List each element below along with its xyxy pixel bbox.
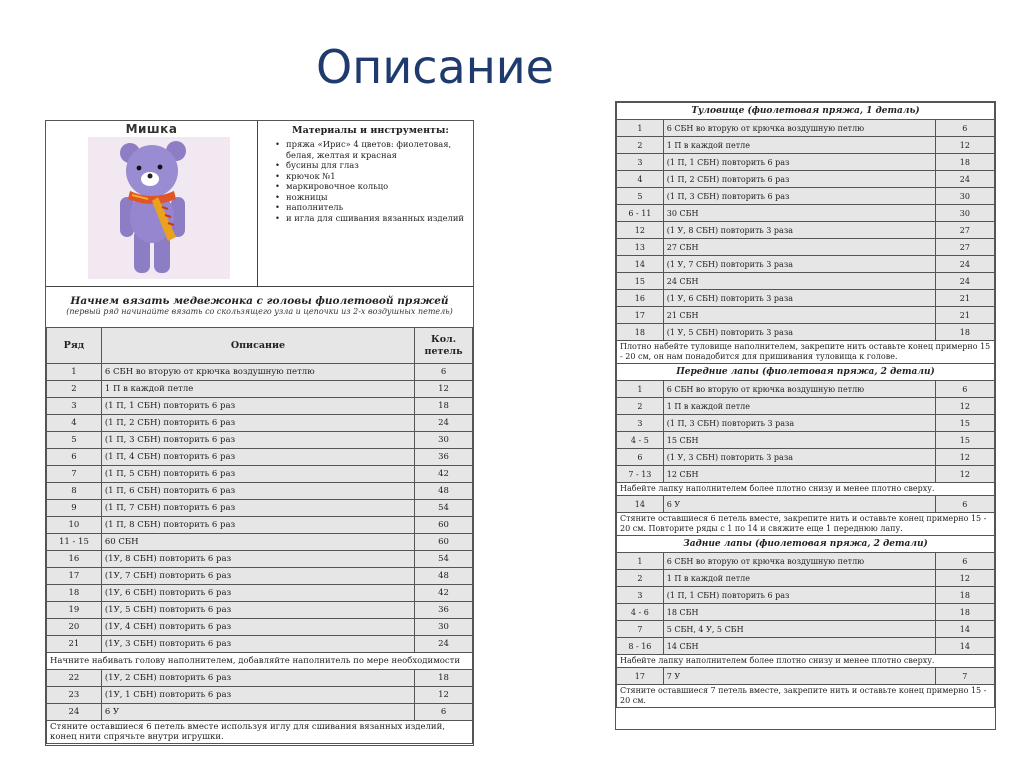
- table-row: [617, 449, 995, 466]
- row-stitch-count: 42: [415, 466, 473, 483]
- row-stitch-count: 15: [935, 432, 994, 449]
- row-stitch-count: 14: [935, 638, 994, 655]
- row-number: 3: [617, 587, 664, 604]
- row-number: 17: [47, 568, 102, 585]
- row-description: 27 СБН: [663, 239, 935, 256]
- row-description: 14 СБН: [663, 638, 935, 655]
- row-stitch-count: 7: [935, 668, 994, 685]
- row-number: 1: [617, 120, 664, 137]
- row-description: (1 П, 2 СБН) повторить 6 раз: [101, 415, 414, 432]
- row-description: (1 П, 1 СБН) повторить 6 раз: [663, 154, 935, 171]
- torso-note: [617, 341, 995, 364]
- materials-title: Материалы и инструменты:: [292, 125, 449, 136]
- row-stitch-count: 54: [415, 500, 473, 517]
- table-row: [47, 466, 473, 483]
- row-description: 6 У: [101, 704, 414, 721]
- row-description: (1 П, 4 СБН) повторить 6 раз: [101, 449, 414, 466]
- row-description: (1 П, 1 СБН) повторить 6 раз: [101, 398, 414, 415]
- row-stitch-count: 15: [935, 415, 994, 432]
- row-number: 23: [47, 687, 102, 704]
- row-number: 7: [47, 466, 102, 483]
- table-row: [617, 273, 995, 290]
- table-row: [617, 466, 995, 483]
- row-stitch-count: 48: [415, 568, 473, 585]
- row-number: 16: [47, 551, 102, 568]
- table-row: [617, 290, 995, 307]
- row-number: 7: [617, 621, 664, 638]
- row-number: 1: [47, 364, 102, 381]
- row-stitch-count: 24: [415, 415, 473, 432]
- row-description: (1У, 4 СБН) повторить 6 раз: [101, 619, 414, 636]
- table-row: [617, 171, 995, 188]
- row-number: 2: [617, 137, 664, 154]
- row-number: 5: [47, 432, 102, 449]
- front-legs-section-header: [617, 364, 995, 381]
- row-description: (1У, 1 СБН) повторить 6 раз: [101, 687, 414, 704]
- row-number: 4 - 5: [617, 432, 664, 449]
- table-row: [617, 205, 995, 222]
- bear-photo-panel: [46, 121, 258, 286]
- table-row: [617, 398, 995, 415]
- table-row: [47, 670, 473, 687]
- row-description: 24 СБН: [663, 273, 935, 290]
- note-text: Стяните оставшиеся 7 петель вместе, закрепите нить и оставьте конец примерно 15 - 20 см.: [617, 685, 995, 708]
- row-stitch-count: 36: [415, 602, 473, 619]
- note-text: Начните набивать голову наполнителем, добавляйте наполнитель по мере необходимости: [47, 653, 473, 670]
- table-row: [47, 517, 473, 534]
- row-stitch-count: 12: [415, 687, 473, 704]
- table-row: [47, 551, 473, 568]
- materials-item: • наполнитель: [274, 202, 467, 213]
- body-pattern-rows: [617, 103, 995, 708]
- row-stitch-count: 12: [935, 398, 994, 415]
- row-number: 22: [47, 670, 102, 687]
- row-description: (1 У, 6 СБН) повторить 3 раза: [663, 290, 935, 307]
- row-number: 3: [47, 398, 102, 415]
- row-number: 5: [617, 188, 664, 205]
- intro-title: Начнем вязать медвежонка с головы фиолетовой пряжей: [70, 295, 449, 307]
- table-row: [47, 415, 473, 432]
- head-pattern-document: [45, 120, 474, 746]
- row-stitch-count: 21: [935, 290, 994, 307]
- row-description: (1У, 8 СБН) повторить 6 раз: [101, 551, 414, 568]
- row-stitch-count: 60: [415, 534, 473, 551]
- table-row: [47, 364, 473, 381]
- row-description: 21 СБН: [663, 307, 935, 324]
- row-stitch-count: 27: [935, 239, 994, 256]
- row-description: 1 П в каждой петле: [663, 137, 935, 154]
- row-stitch-count: 18: [935, 604, 994, 621]
- materials-item: • и игла для сшивания вязанных изделий: [274, 213, 467, 224]
- table-row: [47, 619, 473, 636]
- row-description: (1 П, 7 СБН) повторить 6 раз: [101, 500, 414, 517]
- table-row: [47, 704, 473, 721]
- row-stitch-count: 6: [415, 364, 473, 381]
- row-stitch-count: 36: [415, 449, 473, 466]
- bear-title: Мишка: [125, 122, 178, 136]
- body-pattern-table: [616, 102, 995, 708]
- row-number: 6: [47, 449, 102, 466]
- table-row: [617, 188, 995, 205]
- row-number: 6: [617, 449, 664, 466]
- row-number: 16: [617, 290, 664, 307]
- table-row: [617, 120, 995, 137]
- row-description: 6 СБН во вторую от крючка воздушную петлю: [663, 553, 935, 570]
- table-row: [47, 636, 473, 653]
- row-stitch-count: 60: [415, 517, 473, 534]
- row-description: (1 У, 3 СБН) повторить 3 раза: [663, 449, 935, 466]
- table-row: [617, 324, 995, 341]
- row-stitch-count: 12: [415, 381, 473, 398]
- row-number: 4: [47, 415, 102, 432]
- row-number: 3: [617, 415, 664, 432]
- row-stitch-count: 12: [935, 570, 994, 587]
- row-description: 12 СБН: [663, 466, 935, 483]
- row-description: (1 П, 1 СБН) повторить 6 раз: [663, 587, 935, 604]
- row-description: 1 П в каждой петле: [663, 398, 935, 415]
- table-row: [47, 602, 473, 619]
- row-description: (1 У, 8 СБН) повторить 3 раза: [663, 222, 935, 239]
- col-header-row: Ряд: [47, 328, 102, 364]
- row-number: 4: [617, 171, 664, 188]
- head-pattern-rows: [47, 364, 473, 744]
- row-number: 2: [617, 398, 664, 415]
- row-number: 6 - 11: [617, 205, 664, 222]
- row-stitch-count: 18: [415, 670, 473, 687]
- slide-title: Описание: [316, 40, 554, 94]
- row-stitch-count: 12: [935, 137, 994, 154]
- table-row: [47, 568, 473, 585]
- back-legs-note: [617, 655, 995, 668]
- note-text: Стяните оставшиеся 6 петель вместе используя иглу для сшивания вязанных изделий, конец нити спрячьте внутри игрушки.: [47, 721, 473, 744]
- note-text: Набейте лапку наполнителем более плотно снизу и менее плотно сверху.: [617, 483, 995, 496]
- row-number: 3: [617, 154, 664, 171]
- row-description: 15 СБН: [663, 432, 935, 449]
- row-description: (1У, 5 СБН) повторить 6 раз: [101, 602, 414, 619]
- table-row: [617, 604, 995, 621]
- finish-note: [47, 721, 473, 744]
- row-stitch-count: 42: [415, 585, 473, 602]
- section-title: Туловище (фиолетовая пряжа, 1 деталь): [617, 103, 995, 120]
- table-row: [617, 222, 995, 239]
- table-row: [47, 483, 473, 500]
- row-description: 6 СБН во вторую от крючка воздушную петлю: [101, 364, 414, 381]
- table-row: [617, 621, 995, 638]
- materials-panel: [258, 121, 473, 286]
- col-header-description: Описание: [101, 328, 414, 364]
- row-stitch-count: 24: [935, 171, 994, 188]
- table-row: [617, 553, 995, 570]
- row-description: (1У, 6 СБН) повторить 6 раз: [101, 585, 414, 602]
- row-number: 24: [47, 704, 102, 721]
- row-number: 21: [47, 636, 102, 653]
- row-stitch-count: 18: [935, 324, 994, 341]
- row-stitch-count: 24: [935, 273, 994, 290]
- row-description: (1 П, 5 СБН) повторить 6 раз: [101, 466, 414, 483]
- row-description: 1 П в каждой петле: [663, 570, 935, 587]
- table-row: [617, 239, 995, 256]
- row-stitch-count: 6: [415, 704, 473, 721]
- row-number: 13: [617, 239, 664, 256]
- row-number: 15: [617, 273, 664, 290]
- row-description: 60 СБН: [101, 534, 414, 551]
- row-stitch-count: 18: [935, 154, 994, 171]
- back-legs-finish-note: [617, 685, 995, 708]
- row-description: 6 У: [663, 496, 935, 513]
- row-stitch-count: 30: [935, 188, 994, 205]
- row-number: 18: [617, 324, 664, 341]
- row-description: 6 СБН во вторую от крючка воздушную петлю: [663, 381, 935, 398]
- row-description: (1У, 2 СБН) повторить 6 раз: [101, 670, 414, 687]
- row-description: (1У, 7 СБН) повторить 6 раз: [101, 568, 414, 585]
- row-number: 11 - 15: [47, 534, 102, 551]
- row-stitch-count: 12: [935, 466, 994, 483]
- materials-item: • ножницы: [274, 192, 467, 203]
- front-legs-finish-note: [617, 513, 995, 536]
- table-row: [47, 381, 473, 398]
- table-row: [617, 154, 995, 171]
- row-description: (1 П, 6 СБН) повторить 6 раз: [101, 483, 414, 500]
- table-row: [617, 307, 995, 324]
- row-stitch-count: 21: [935, 307, 994, 324]
- table-row: [617, 256, 995, 273]
- intro-subtitle: (первый ряд начинайте вязать со скользящего узла и цепочки из 2-х воздушных петель): [66, 307, 453, 316]
- materials-item: • бусины для глаз: [274, 160, 467, 171]
- table-row: [47, 449, 473, 466]
- table-row: [617, 668, 995, 685]
- row-stitch-count: 30: [415, 619, 473, 636]
- table-row: [47, 534, 473, 551]
- row-number: 9: [47, 500, 102, 517]
- row-stitch-count: 14: [935, 621, 994, 638]
- materials-item: • пряжа «Ирис» 4 цветов: фиолетовая, белая, желтая и красная: [274, 139, 467, 160]
- row-number: 18: [47, 585, 102, 602]
- row-number: 1: [617, 553, 664, 570]
- row-stitch-count: 27: [935, 222, 994, 239]
- materials-item: • маркировочное кольцо: [274, 181, 467, 192]
- stuffing-note: [47, 653, 473, 670]
- head-pattern-table: [46, 327, 473, 744]
- row-description: (1 П, 3 СБН) повторить 6 раз: [101, 432, 414, 449]
- row-number: 10: [47, 517, 102, 534]
- row-stitch-count: 24: [415, 636, 473, 653]
- row-description: 7 У: [663, 668, 935, 685]
- table-row: [47, 585, 473, 602]
- row-description: (1У, 3 СБН) повторить 6 раз: [101, 636, 414, 653]
- row-number: 2: [47, 381, 102, 398]
- table-row: [617, 587, 995, 604]
- section-title: Передние лапы (фиолетовая пряжа, 2 детали): [617, 364, 995, 381]
- row-description: (1 П, 2 СБН) повторить 6 раз: [663, 171, 935, 188]
- materials-item: • крючок №1: [274, 171, 467, 182]
- row-stitch-count: 18: [415, 398, 473, 415]
- row-number: 4 - 6: [617, 604, 664, 621]
- torso-section-header: [617, 103, 995, 120]
- table-row: [47, 687, 473, 704]
- row-stitch-count: 6: [935, 496, 994, 513]
- table-row: [617, 415, 995, 432]
- table-row: [47, 500, 473, 517]
- row-stitch-count: 48: [415, 483, 473, 500]
- table-row: [617, 570, 995, 587]
- row-stitch-count: 6: [935, 120, 994, 137]
- row-description: 30 СБН: [663, 205, 935, 222]
- table-row: [47, 432, 473, 449]
- row-number: 17: [617, 307, 664, 324]
- table-row: [617, 496, 995, 513]
- materials-list: [274, 139, 467, 223]
- table-row: [617, 381, 995, 398]
- note-text: Стяните оставшиеся 6 петель вместе, закрепите нить и оставьте конец примерно 15 - 20 см. Повторите ряды с 1 по 14 и свяжите еще 1 переднюю лапу.: [617, 513, 995, 536]
- note-text: Набейте лапку наполнителем более плотно снизу и менее плотно сверху.: [617, 655, 995, 668]
- row-description: 18 СБН: [663, 604, 935, 621]
- row-description: (1 П, 3 СБН) повторить 3 раза: [663, 415, 935, 432]
- table-row: [617, 638, 995, 655]
- row-description: (1 У, 7 СБН) повторить 3 раза: [663, 256, 935, 273]
- section-title: Задние лапы (фиолетовая пряжа, 2 детали): [617, 536, 995, 553]
- row-stitch-count: 54: [415, 551, 473, 568]
- row-stitch-count: 30: [415, 432, 473, 449]
- row-number: 7 - 13: [617, 466, 664, 483]
- col-header-count: Кол. петель: [415, 328, 473, 364]
- row-description: (1 П, 3 СБН) повторить 6 раз: [663, 188, 935, 205]
- body-pattern-document: [615, 101, 996, 730]
- row-number: 8 - 16: [617, 638, 664, 655]
- table-row: [47, 398, 473, 415]
- table-row: [617, 137, 995, 154]
- row-number: 19: [47, 602, 102, 619]
- row-description: 1 П в каждой петле: [101, 381, 414, 398]
- row-number: 20: [47, 619, 102, 636]
- row-description: 6 СБН во вторую от крючка воздушную петлю: [663, 120, 935, 137]
- bear-photo: [88, 137, 230, 279]
- row-stitch-count: 6: [935, 553, 994, 570]
- intro-block: [46, 287, 473, 327]
- row-stitch-count: 18: [935, 587, 994, 604]
- row-stitch-count: 24: [935, 256, 994, 273]
- row-stitch-count: 6: [935, 381, 994, 398]
- back-legs-section-header: [617, 536, 995, 553]
- document-header: [46, 121, 473, 287]
- row-number: 12: [617, 222, 664, 239]
- table-row: [617, 432, 995, 449]
- row-stitch-count: 12: [935, 449, 994, 466]
- row-number: 14: [617, 256, 664, 273]
- front-legs-note: [617, 483, 995, 496]
- note-text: Плотно набейте туловище наполнителем, закрепите нить оставьте конец примерно 15 - 20 см, он нам понадобится для пришивания туловища к голове.: [617, 341, 995, 364]
- row-number: 2: [617, 570, 664, 587]
- row-number: 8: [47, 483, 102, 500]
- row-description: (1 У, 5 СБН) повторить 3 раза: [663, 324, 935, 341]
- row-stitch-count: 30: [935, 205, 994, 222]
- row-description: 5 СБН, 4 У, 5 СБН: [663, 621, 935, 638]
- row-number: 1: [617, 381, 664, 398]
- row-description: (1 П, 8 СБН) повторить 6 раз: [101, 517, 414, 534]
- row-number: 17: [617, 668, 664, 685]
- row-number: 14: [617, 496, 664, 513]
